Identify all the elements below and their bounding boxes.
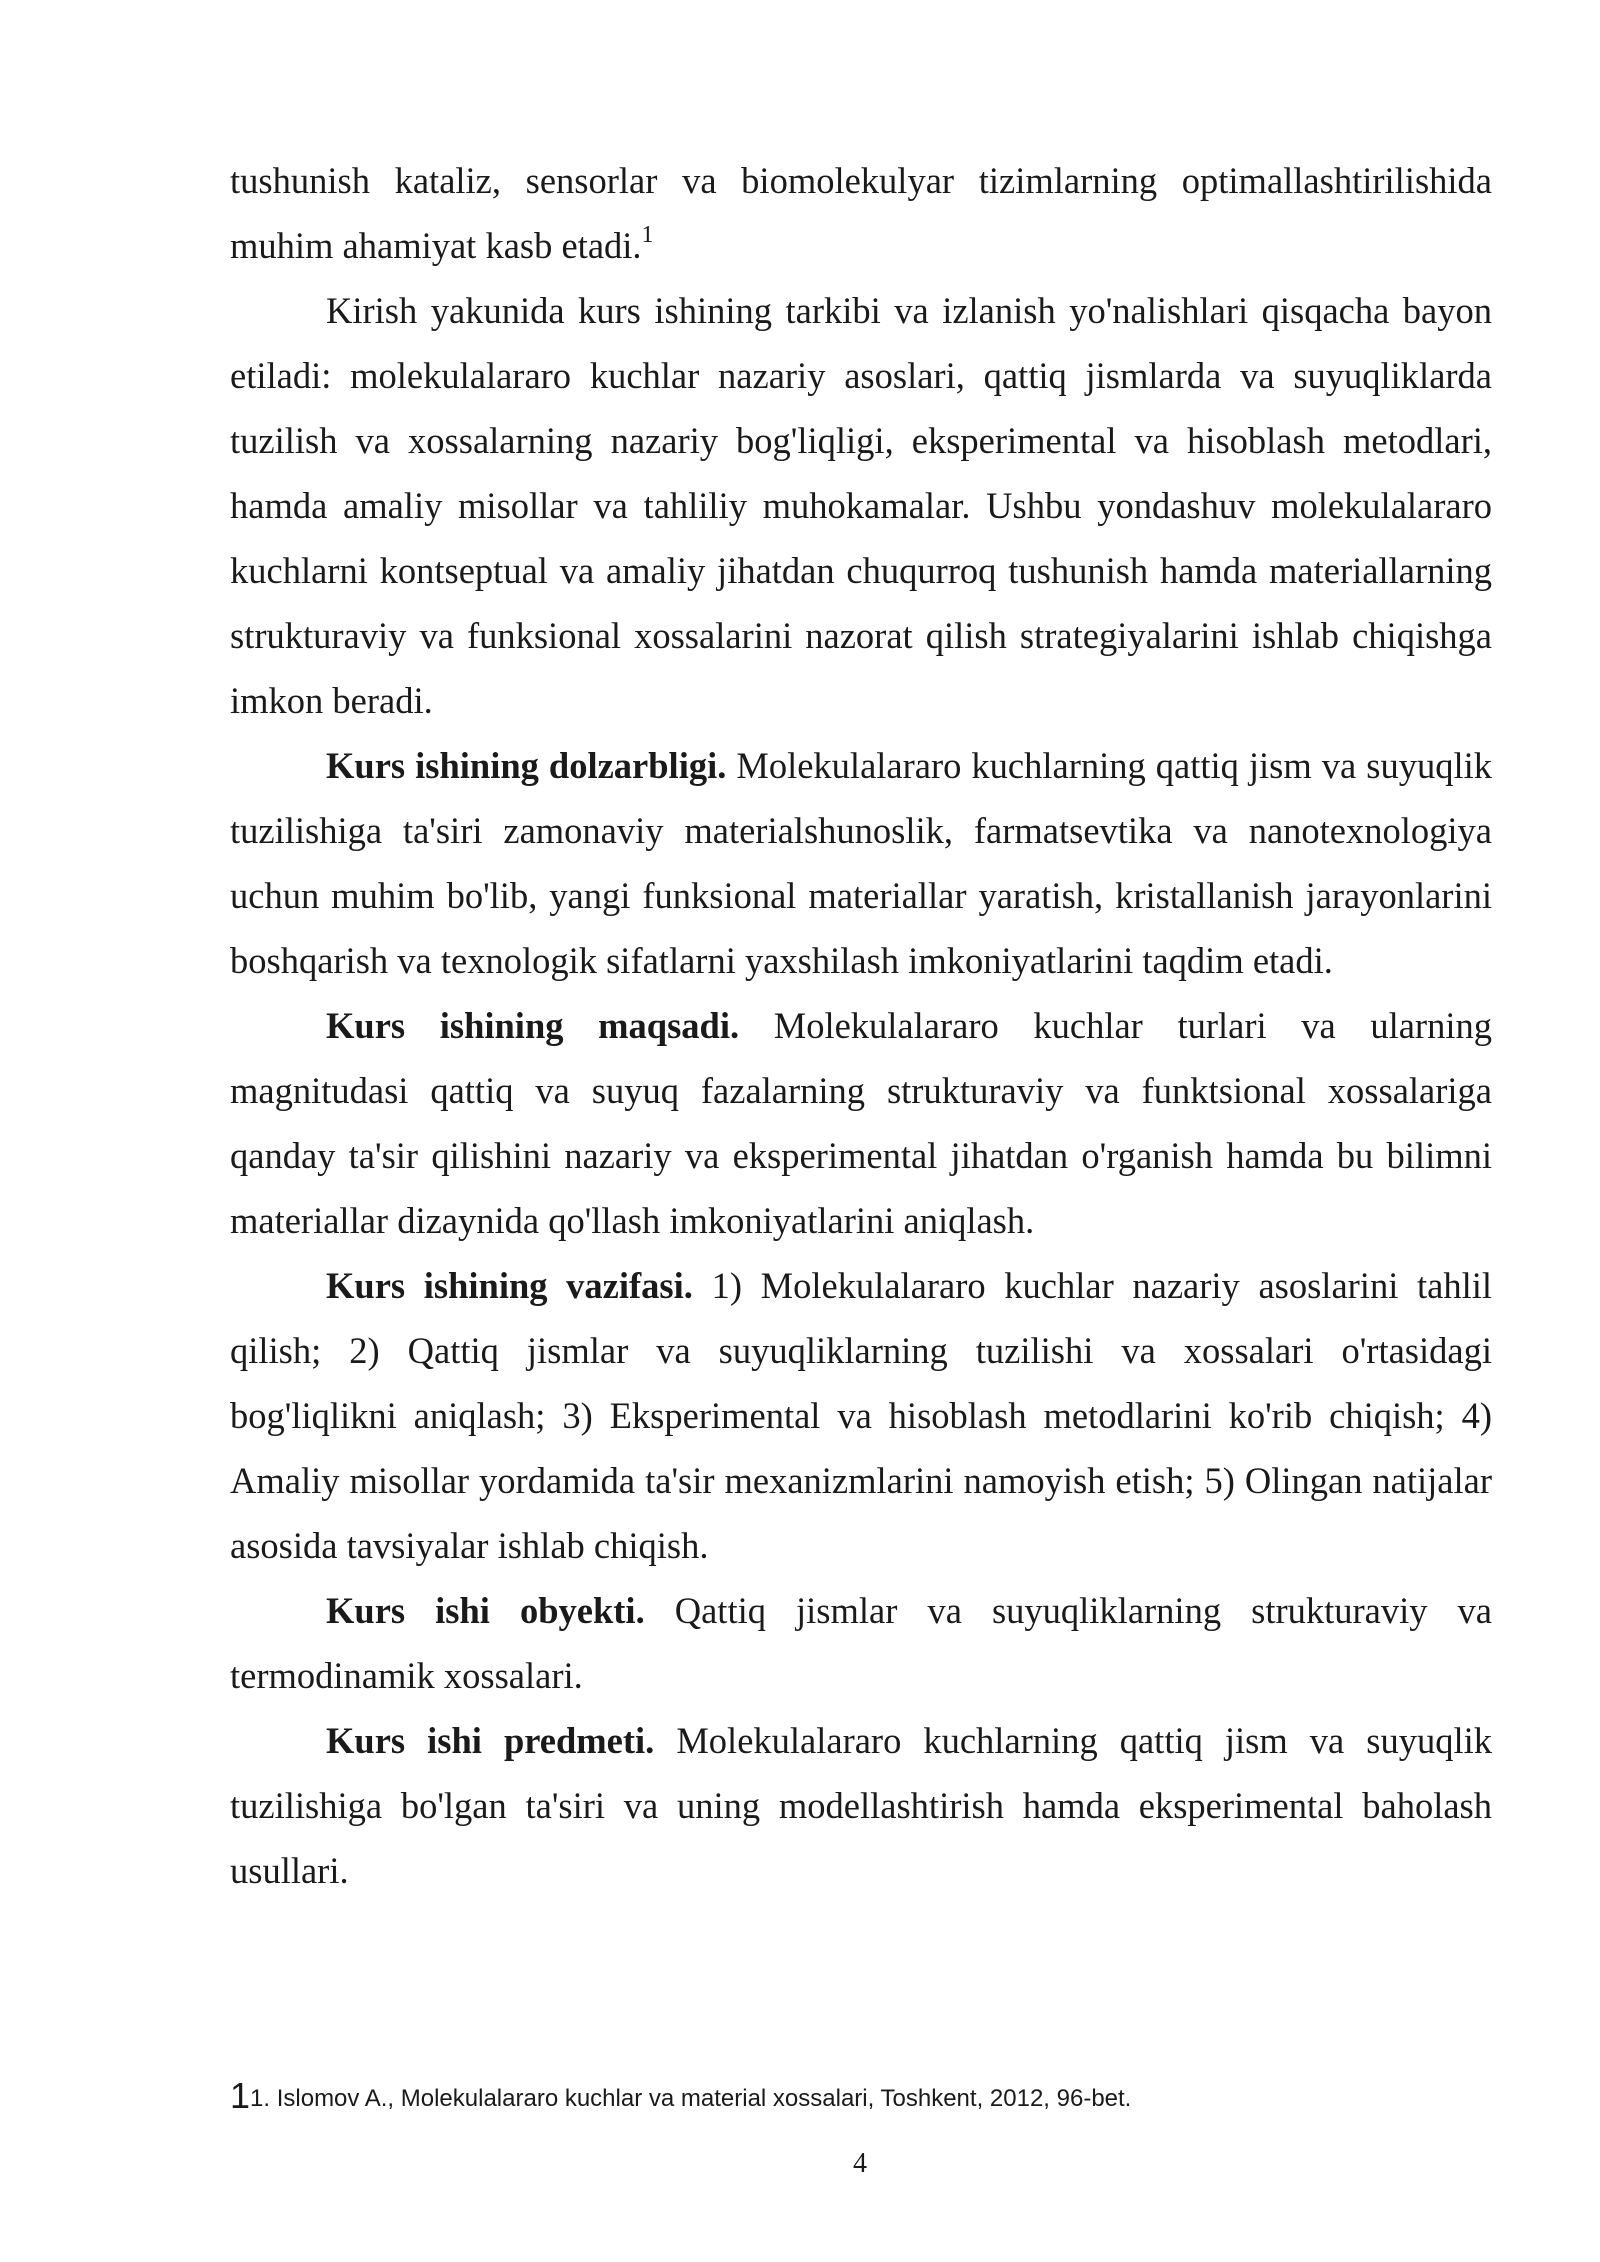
paragraph-text: Molekulalararo kuchlarning qattiq jism va suyuqlik tuzilishiga bo'lgan ta'siri va uning modellashtirish hamda eksperimental baholash usullari. (230, 1720, 1493, 1891)
section-lead-object: Kurs ishi obyekti. (326, 1590, 645, 1631)
footnote-mark: 1 (230, 2075, 251, 2116)
footnote-reference[interactable]: 1 (641, 222, 654, 248)
paragraph-intro-continuation (230, 148, 1492, 278)
section-lead-subject: Kurs ishi predmeti. (326, 1720, 655, 1761)
paragraph-relevance (230, 733, 1492, 993)
paragraph-subject (230, 1708, 1492, 1903)
footnote-text: 1. Islomov A., Molekulalararo kuchlar va material xossalari, Toshkent, 2012, 96-bet. (250, 2085, 1132, 2112)
page-number: 4 (853, 2148, 867, 2179)
section-lead-tasks: Kurs ishining vazifasi. (326, 1265, 693, 1306)
section-lead-goal: Kurs ishining maqsadi. (326, 1005, 740, 1046)
paragraph-text: Molekulalararo kuchlarning qattiq jism va suyuqlik tuzilishiga ta'siri zamonaviy materialshunoslik, farmatsevtika va nanotexnologiya uchun muhim bo'lib, yangi funksional materiallar yaratish, kristallanish jarayonlarini boshqarish va texnologik sifatlarni yaxshilash imkoniyatlarini taqdim etadi. (230, 745, 1493, 981)
paragraph-object (230, 1578, 1492, 1708)
paragraph-intro-conclusion (230, 278, 1492, 733)
paragraph-text: 1) Molekulalararo kuchlar nazariy asoslarini tahlil qilish; 2) Qattiq jismlar va suyuqliklarning tuzilishi va xossalari o'rtasidagi bog'liqlikni aniqlash; 3) Eksperimental va hisoblash metodlarini ko'rib chiqish; 4) Amaliy misollar yordamida ta'sir mexanizmlarini namoyish etish; 5) Olingan natijalar asosida tavsiyalar ishlab chiqish. (230, 1265, 1493, 1566)
paragraph-text: Kirish yakunida kurs ishining tarkibi va izlanish yo'nalishlari qisqacha bayon etiladi: molekulalararo kuchlar nazariy asoslari, qattiq jismlarda va suyuqliklarda tuzilish va xossalarning nazariy bog'liqligi, eksperimental va hisoblash metodlari, hamda amaliy misollar va tahliliy muhokamalar. Ushbu yondashuv molekulalararo kuchlarni kontseptual va amaliy jihatdan chuqurroq tushunish hamda materiallarning strukturaviy va funksional xossalarini nazorat qilish strategiyalarini ishlab chiqishga imkon beradi. (230, 290, 1492, 721)
paragraph-text: Qattiq jismlar va suyuqliklarning strukturaviy va termodinamik xossalari. (230, 1590, 1492, 1696)
section-lead-relevance: Kurs ishining dolzarbligi. (326, 745, 727, 786)
paragraph-tasks (230, 1253, 1492, 1578)
paragraph-text: tushunish kataliz, sensorlar va biomolekulyar tizimlarning optimallashtirilishida muhim ahamiyat kasb etadi. (230, 160, 1492, 266)
paragraph-goal (230, 993, 1492, 1253)
paragraph-text: Molekulalararo kuchlar turlari va ularning magnitudasi qattiq va suyuq fazalarning strukturaviy va funktsional xossalariga qanday ta'sir qilishini nazariy va eksperimental jihatdan o'rganish hamda bu bilimni materiallar dizaynida qo'llash imkoniyatlarini aniqlash. (230, 1005, 1492, 1241)
footnote (230, 2075, 1492, 2117)
body-text (230, 148, 1492, 1903)
